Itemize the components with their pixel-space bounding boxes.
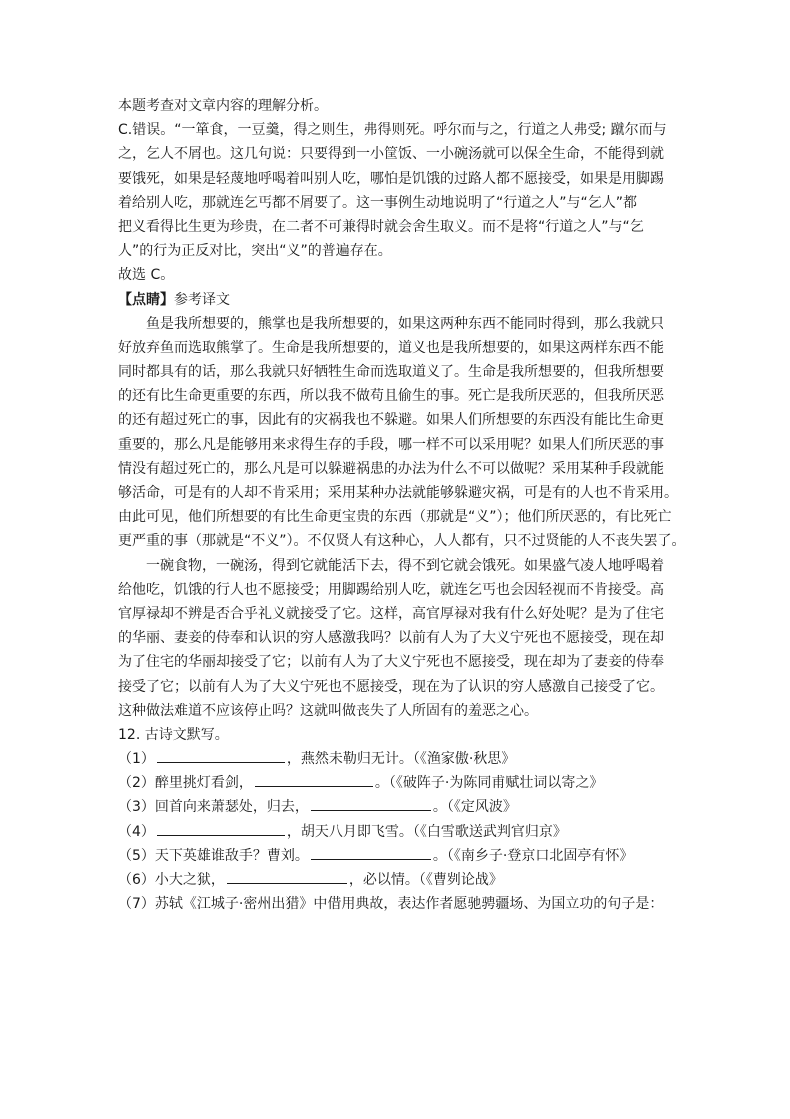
question-item-1 (118, 747, 678, 771)
translation-paragraph-2 (118, 554, 678, 723)
translation-line: 一碗食物，一碗汤，得到它就能活下去，得不到它就会饿死。如果盛气凌人地呼喝着 (146, 557, 664, 574)
translation-line: 情没有超过死亡的，那么凡是可以躲避祸患的办法为什么不可以做呢？采用某种手段就能 (118, 460, 664, 477)
analysis-c-line: 人”的行为正反对比，突出“义”的普遍存在。 (118, 243, 392, 260)
question-12-items (118, 747, 678, 916)
item-text-before: 天下英雄谁敌手？曹刘。 (154, 847, 309, 864)
answer-blank-5[interactable] (311, 844, 431, 860)
item-text-after: 。（《定风波》 (432, 799, 517, 816)
translation-line: 的还有比生命更重要的东西，所以我不做苟且偷生的事。死亡是我所厌恶的，但我所厌恶 (118, 388, 664, 405)
translation-paragraph-1 (118, 312, 686, 554)
translation-line: 由此可见，他们所想要的有比生命更宝贵的东西（那就是“义”）；他们所厌恶的，有比死亡 (118, 509, 672, 526)
translation-line: 重要的，那么凡是能够用来求得生存的手段，哪一样不可以采用呢？如果人们所厌恶的事 (118, 436, 664, 453)
translation-line: 的华丽、妻妾的侍奉和认识的穷人感激我吗？以前有人为了大义宁死也不愿接受，现在却 (118, 630, 664, 647)
answer-blank-1[interactable] (157, 747, 285, 763)
item-text-before: 回首向来萧瑟处，归去， (154, 799, 309, 816)
analysis-c-line: 着给别人吃，那就连乞丐都不屑要了。这一事例生动地说明了“行道之人”与“乞人”都 (118, 194, 638, 211)
dianjing-label: 【点睛】 (118, 291, 174, 308)
translation-line: 更严重的事（那就是“不义”）。不仅贤人有这种心，人人都有，只不过贤能的人不丧失罢了。 (118, 533, 686, 550)
question-item-2 (118, 771, 678, 795)
analysis-c-line: 要饿死，如果是轻蔑地呼喝着叫别人吃，哪怕是饥饿的过路人都不愿接受，如果是用脚踢 (118, 170, 664, 187)
translation-line: 够活命，可是有的人却不肯采用；采用某种办法就能够躲避灾祸，可是有的人也不肯采用。 (118, 485, 678, 501)
translation-line: 鱼是我所想要的，熊掌也是我所想要的，如果这两种东西不能同时得到，那么我就只 (146, 315, 664, 332)
analysis-c-line: C.错误。“一箪食，一豆羹，得之则生，弗得则死。呼尔而与之，行道之人弗受; 蹴尔而与 (118, 122, 667, 139)
analysis-intro: 本题考查对文章内容的理解分析。 (118, 98, 328, 114)
question-item-7 (118, 892, 678, 916)
item-text-after: ，胡天八月即飞雪。（《白雪歌送武判官归京》 (286, 823, 567, 840)
item-number: （6） (118, 872, 155, 888)
analysis-c-explanation (118, 118, 678, 263)
translation-line: 同时都具有的话，那么我就只好牺牲生命而选取道义了。生命是我所想要的，但我所想要 (118, 364, 664, 381)
translation-line: 好放弃鱼而选取熊掌了。生命是我所想要的，道义也是我所想要的，如果这两样东西不能 (118, 339, 664, 356)
dianjing-heading (118, 288, 678, 312)
answer-blank-3[interactable] (311, 795, 431, 811)
analysis-answer: 故选 C。 (118, 267, 175, 284)
item-text-after: 。（《南乡子·登京口北固亭有怀》 (432, 847, 634, 864)
document-content (118, 94, 686, 916)
item-text: 苏轼《江城子·密州出猎》中借用典故，表达作者愿驰骋疆场、为国立功的句子是： (154, 896, 664, 913)
question-item-6 (118, 868, 678, 892)
translation-line: 给他吃，饥饿的行人也不愿接受；用脚踢给别人吃，就连乞丐也会因轻视而不肯接受。高 (118, 581, 664, 598)
item-number: （2） (118, 775, 155, 792)
answer-blank-6[interactable] (227, 868, 347, 884)
analysis-c-line: 之，乞人不屑也。这几句说：只要得到一小筐饭、一小碗汤就可以保全生命，不能得到就 (118, 146, 664, 163)
item-text-after: 。（《破阵子·为陈同甫赋壮词以寄之》 (374, 775, 604, 792)
answer-blank-2[interactable] (255, 771, 373, 787)
item-number: （5） (118, 847, 155, 864)
translation-line: 为了住宅的华丽却接受了它；以前有人为了大义宁死也不愿接受，现在却为了妻妾的侍奉 (118, 654, 664, 671)
item-number: （1） (118, 751, 155, 768)
item-number: （7） (118, 896, 155, 913)
question-item-5 (118, 844, 678, 868)
answer-blank-4[interactable] (157, 820, 285, 836)
question-12-title: 12. 古诗文默写。 (118, 726, 229, 743)
translation-line: 官厚禄却不辨是否合乎礼义就接受了它。这样，高官厚禄对我有什么好处呢？是为了住宅 (118, 605, 664, 622)
item-text-after: ，燕然未勒归无计。（《渔家傲·秋思》 (286, 751, 516, 768)
item-text-before: 小大之狱， (154, 872, 225, 888)
item-text-after: ，必以情。（《曹刿论战》 (348, 872, 503, 888)
translation-line: 接受了它；以前有人为了大义宁死也不愿接受，现在为了认识的穷人感激自己接受了它。 (118, 678, 664, 695)
translation-line: 这种做法难道不应该停止吗？这就叫做丧失了人所固有的羞恶之心。 (118, 702, 538, 719)
analysis-c-line: 把义看得比生更为珍贵，在二者不可兼得时就会舍生取义。而不是将“行道之人”与“乞 (118, 218, 644, 235)
dianjing-title: 参考译文 (174, 291, 230, 308)
question-item-3 (118, 795, 678, 819)
translation-line: 的还有超过死亡的事，因此有的灾祸我也不躲避。如果人们所想要的东西没有能比生命更 (118, 412, 664, 429)
item-number: （3） (118, 799, 155, 816)
item-text-before: 醉里挑灯看剑， (154, 775, 253, 792)
question-item-4 (118, 820, 678, 844)
item-number: （4） (118, 823, 155, 840)
